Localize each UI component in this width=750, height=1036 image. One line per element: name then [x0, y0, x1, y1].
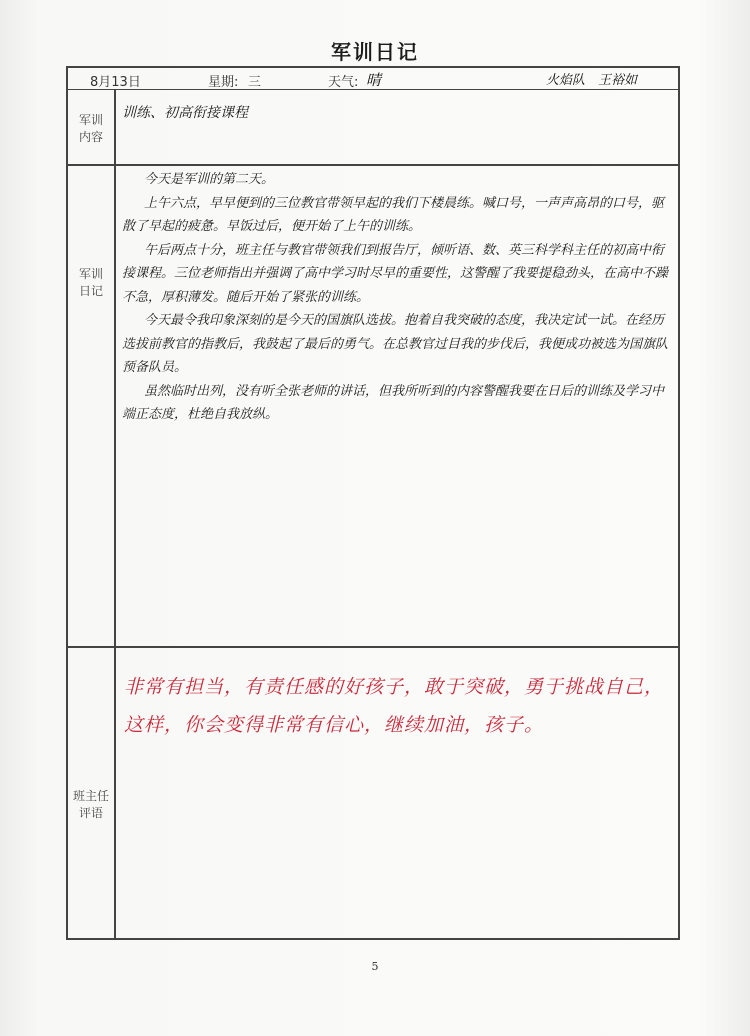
row-divider-1 — [68, 164, 678, 166]
date-value: 8月13日 — [90, 75, 141, 90]
comment-label: 班主任 评语 — [72, 789, 109, 820]
weekday-value: 三 — [248, 75, 262, 90]
diary-paragraph: 上午六点，早早便到的三位教官带领早起的我们下楼晨练。喊口号，一声声高昂的口号，驱散了早起的疲惫。早饭过后，便开始了上午的训练。 — [122, 195, 665, 234]
diary-paragraph: 虽然临时出列，没有听全张老师的讲话，但我所听到的内容警醒我要在日后的训练及学习中端正态度，杜绝自我放纵。 — [122, 383, 665, 422]
diary-label: 军训 日记 — [78, 267, 103, 298]
student-name: 王裕如 — [598, 73, 638, 88]
diary-paragraph: 今天是军训的第二天。 — [144, 172, 275, 187]
teacher-comment-text: 非常有担当，有责任感的好孩子，敢于突破，勇于挑战自己，这样，你会变得非常有信心，继续加油，孩子。 — [124, 676, 665, 736]
squad-name: 火焰队 — [546, 73, 586, 88]
content-label: 军训 内容 — [78, 113, 103, 144]
page-number: 5 — [371, 960, 379, 973]
header-row — [68, 68, 678, 90]
diary-paragraph: 今天最令我印象深刻的是今天的国旗队选拔。抱着自我突破的态度，我决定试一试。在经历选拔前教官的指教后，我鼓起了最后的勇气。在总教官过目我的步伐后，我便成功被选为国旗队预备队员。 — [122, 313, 669, 375]
weekday-label: 星期: — [208, 75, 239, 90]
diary-table — [66, 66, 680, 940]
page-title: 军训日记 — [331, 40, 419, 64]
diary-paragraph: 午后两点十分，班主任与教官带领我们到报告厅，倾听语、数、英三科学科主任的初高中衔接课程。三位老师指出并强调了高中学习时尽早的重要性，这警醒了我要提稳劲头，在高中不躁不急，厚积薄发。随后开始了紧张的训练。 — [122, 242, 669, 305]
training-content-text: 训练、初高衔接课程 — [122, 105, 248, 121]
weather-label: 天气: — [328, 75, 359, 90]
label-column-divider — [114, 90, 116, 938]
weather-value: 晴 — [366, 71, 382, 89]
row-divider-2 — [68, 646, 678, 648]
diary-text — [122, 168, 670, 427]
